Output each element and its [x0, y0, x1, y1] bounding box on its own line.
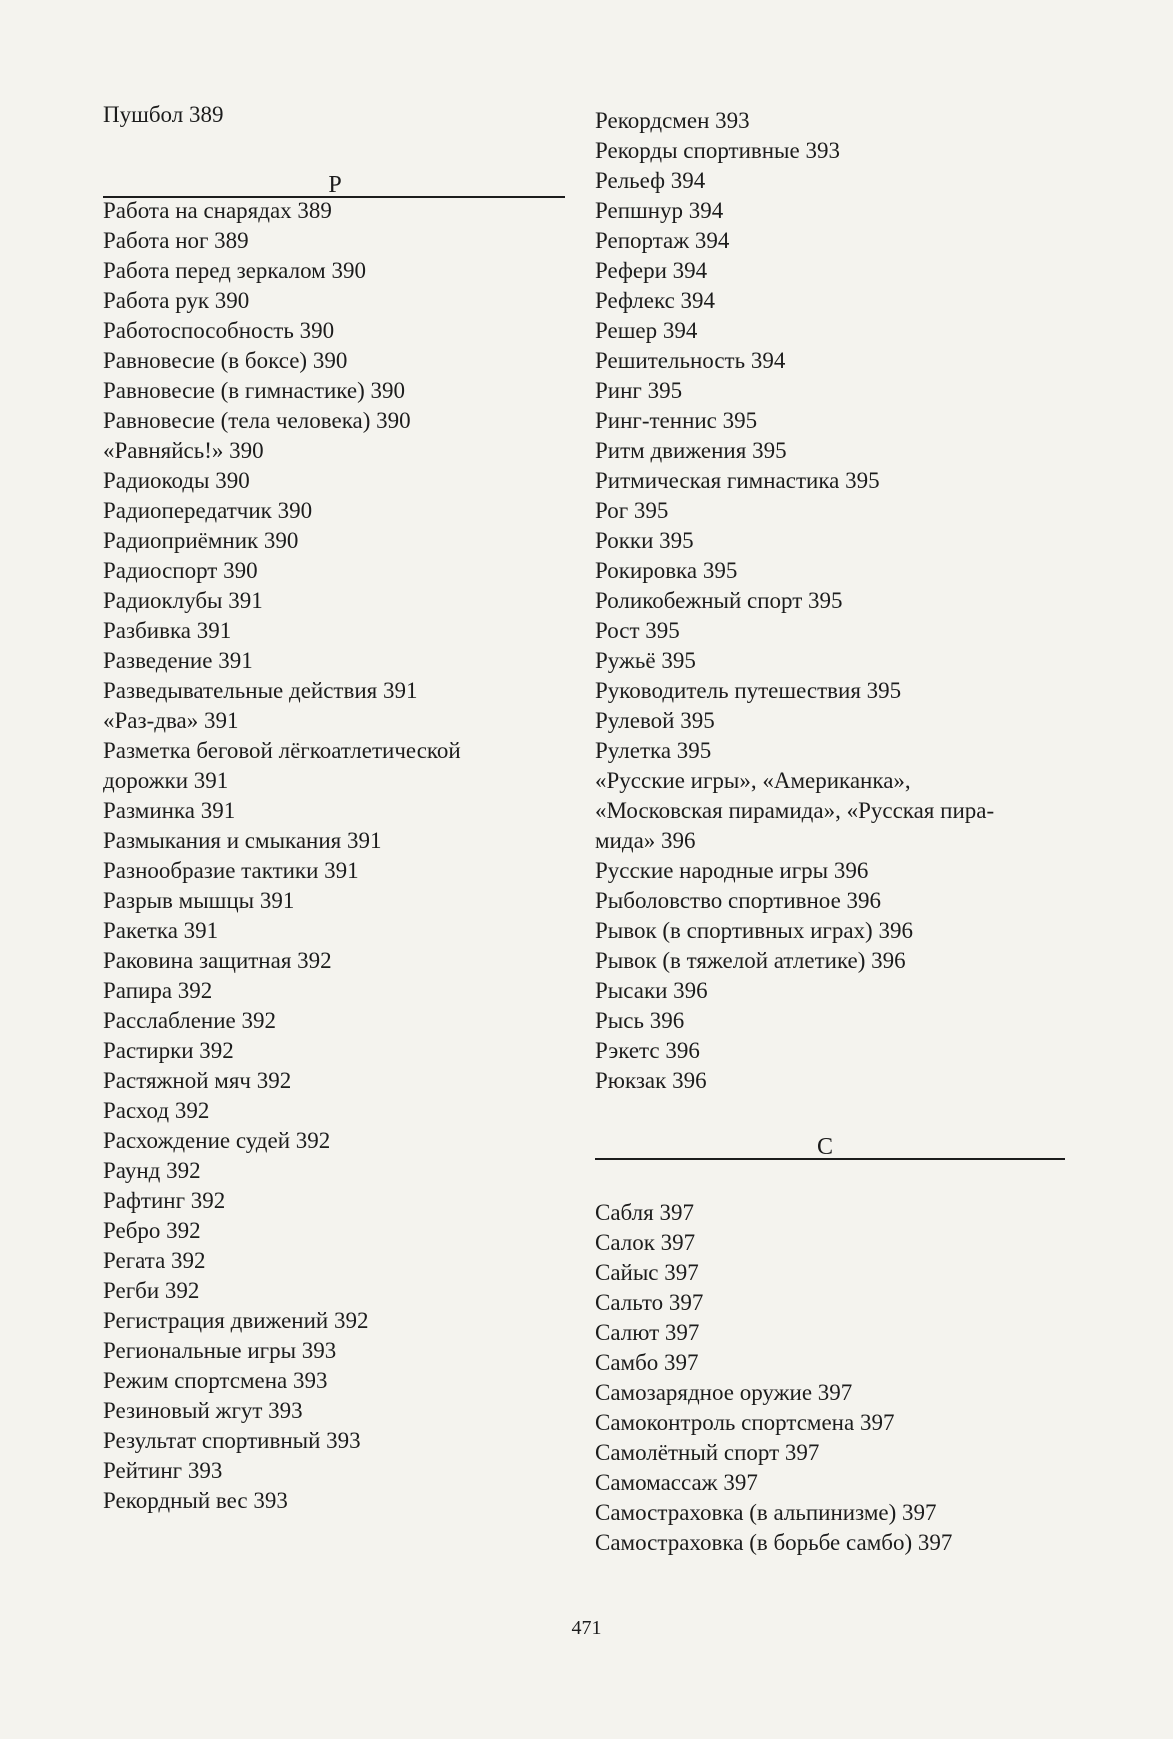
index-entry: Разминка 391 — [103, 798, 236, 823]
index-entry: Регистрация движений 392 — [103, 1308, 369, 1333]
index-entry: Салок 397 — [595, 1230, 696, 1255]
index-entry: Ритм движения 395 — [595, 438, 787, 463]
index-entry: Радиоклубы 391 — [103, 588, 263, 613]
index-entry: Результат спортивный 393 — [103, 1428, 361, 1453]
index-entry: Рейтинг 393 — [103, 1458, 223, 1483]
index-entry: Ринг-теннис 395 — [595, 408, 758, 433]
index-entry: Разведение 391 — [103, 648, 253, 673]
index-entry: «Московская пирамида», «Русская пира- — [595, 798, 995, 823]
index-entry: Роликобежный спорт 395 — [595, 588, 843, 613]
index-entry: «Равняйсь!» 390 — [103, 438, 264, 463]
index-entry: Салют 397 — [595, 1320, 700, 1345]
index-entry: Пушбол 389 — [103, 102, 224, 127]
index-entry: Региональные игры 393 — [103, 1338, 337, 1363]
index-entry: Работоспособность 390 — [103, 318, 335, 343]
index-entry: Рельеф 394 — [595, 168, 706, 193]
index-entry: Рывок (в тяжелой атлетике) 396 — [595, 948, 906, 973]
index-entry: Равновесие (в боксе) 390 — [103, 348, 348, 373]
index-entry: Рекордный вес 393 — [103, 1488, 288, 1513]
index-entry: Разведывательные действия 391 — [103, 678, 418, 703]
index-entry: Расслабление 392 — [103, 1008, 276, 1033]
index-entry: Рысь 396 — [595, 1008, 685, 1033]
index-entry: Резиновый жгут 393 — [103, 1398, 303, 1423]
index-entry: Растяжной мяч 392 — [103, 1068, 292, 1093]
section-letter: Р — [328, 172, 342, 198]
index-entry: Сальто 397 — [595, 1290, 704, 1315]
index-entry: Рывок (в спортивных играх) 396 — [595, 918, 913, 943]
index-entry: Растирки 392 — [103, 1038, 234, 1063]
index-entry: Рокировка 395 — [595, 558, 738, 583]
index-entry: Разметка беговой лёгкоатлетической — [103, 738, 461, 763]
index-entry: Раковина защитная 392 — [103, 948, 332, 973]
index-entry: Ребро 392 — [103, 1218, 201, 1243]
index-entry: Равновесие (тела человека) 390 — [103, 408, 411, 433]
index-entry: Рефлекс 394 — [595, 288, 716, 313]
index-entry: Самостраховка (в борьбе самбо) 397 — [595, 1530, 953, 1555]
index-entry: дорожки 391 — [103, 768, 229, 793]
index-entry: Рекорды спортивные 393 — [595, 138, 840, 163]
index-entry: Ракетка 391 — [103, 918, 219, 943]
section-letter: С — [816, 1134, 833, 1160]
index-entry: Самбо 397 — [595, 1350, 699, 1375]
index-entry: Работа рук 390 — [103, 288, 250, 313]
index-entry: Рафтинг 392 — [103, 1188, 226, 1213]
index-entry: Рэкетс 396 — [595, 1038, 700, 1063]
index-entry: мида» 396 — [595, 828, 696, 853]
index-entry: Рекордсмен 393 — [595, 108, 750, 133]
index-entry: Разрыв мышцы 391 — [103, 888, 295, 913]
index-entry: Рог 395 — [595, 498, 669, 523]
section-header-s — [595, 1134, 1065, 1164]
index-entry: Сабля 397 — [595, 1200, 694, 1225]
index-entry: Разбивка 391 — [103, 618, 232, 643]
index-entry: «Раз-два» 391 — [103, 708, 239, 733]
index-entry: Разнообразие тактики 391 — [103, 858, 359, 883]
index-entry: Рыболовство спортивное 396 — [595, 888, 882, 913]
index-entry: Русские народные игры 396 — [595, 858, 869, 883]
index-entry: Самомассаж 397 — [595, 1470, 758, 1495]
index-entry: Регби 392 — [103, 1278, 200, 1303]
index-entry: Самостраховка (в альпинизме) 397 — [595, 1500, 937, 1525]
index-entry: Размыкания и смыкания 391 — [103, 828, 382, 853]
index-entry: Работа ног 389 — [103, 228, 249, 253]
index-entry: Радиоприёмник 390 — [103, 528, 299, 553]
index-entry: «Русские игры», «Американка», — [595, 768, 911, 793]
index-entry: Рюкзак 396 — [595, 1068, 707, 1093]
index-entry: Самоконтроль спортсмена 397 — [595, 1410, 895, 1435]
index-entry: Решер 394 — [595, 318, 698, 343]
page-number: 471 — [571, 1617, 602, 1639]
index-entry: Регата 392 — [103, 1248, 206, 1273]
index-entry: Рысаки 396 — [595, 978, 708, 1003]
index-entry: Радиоспорт 390 — [103, 558, 258, 583]
index-entry: Работа перед зеркалом 390 — [103, 258, 366, 283]
index-entry: Расхождение судей 392 — [103, 1128, 331, 1153]
index-entry: Решительность 394 — [595, 348, 786, 373]
index-entry: Ритмическая гимнастика 395 — [595, 468, 880, 493]
index-entry: Режим спортсмена 393 — [103, 1368, 328, 1393]
index-entry: Раунд 392 — [103, 1158, 201, 1183]
index-entry: Расход 392 — [103, 1098, 210, 1123]
index-entry: Равновесие (в гимнастике) 390 — [103, 378, 406, 403]
index-entry: Сайыс 397 — [595, 1260, 699, 1285]
index-entry: Ринг 395 — [595, 378, 683, 403]
index-entry: Рапира 392 — [103, 978, 213, 1003]
index-entry: Самолётный спорт 397 — [595, 1440, 820, 1465]
index-entry: Радиокоды 390 — [103, 468, 250, 493]
index-entry: Самозарядное оружие 397 — [595, 1380, 853, 1405]
index-entry: Руководитель путешествия 395 — [595, 678, 902, 703]
index-entry: Рефери 394 — [595, 258, 708, 283]
index-entry: Ружьё 395 — [595, 648, 696, 673]
index-entry: Репортаж 394 — [595, 228, 730, 253]
index-entry: Репшнур 394 — [595, 198, 724, 223]
index-entry: Рост 395 — [595, 618, 680, 643]
index-entry: Рокки 395 — [595, 528, 694, 553]
index-entry: Рулетка 395 — [595, 738, 712, 763]
index-entry: Работа на снарядах 389 — [103, 198, 332, 223]
index-entry: Рулевой 395 — [595, 708, 715, 733]
index-entry: Радиопередатчик 390 — [103, 498, 313, 523]
